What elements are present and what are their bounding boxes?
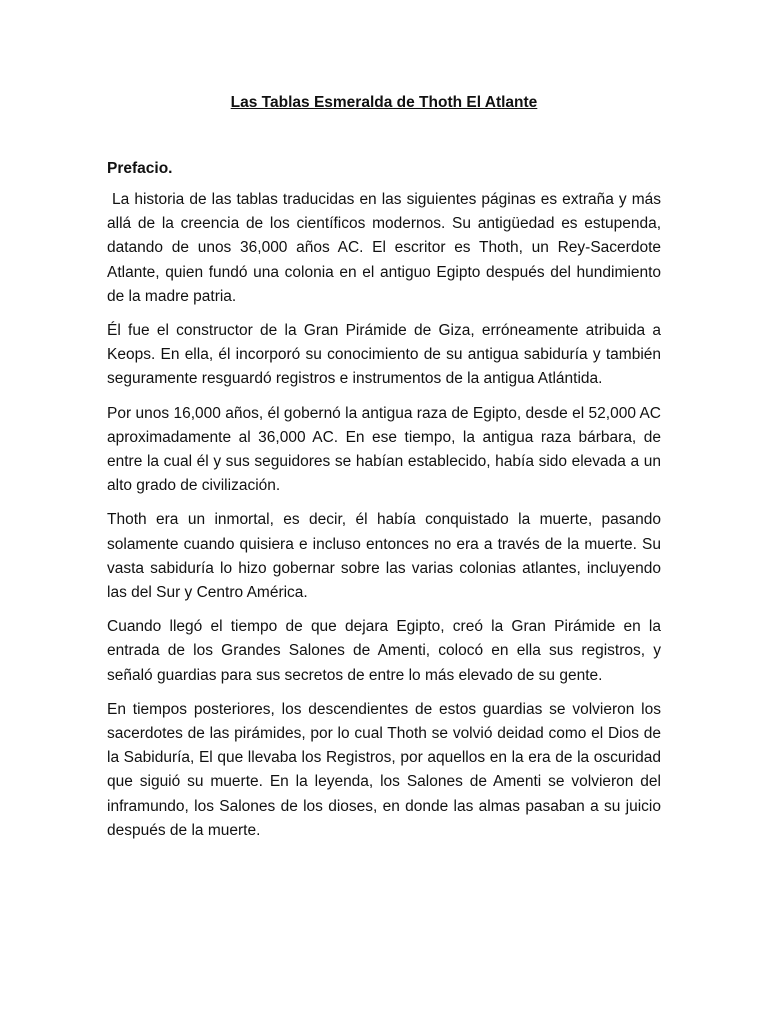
- paragraph-6: En tiempos posteriores, los descendientes de estos guardias se volvieron los sacerdotes de las pirámides, por lo cual Thoth se volvió deidad como el Dios de la Sabiduría, El que llevaba los Registros, por aquellos en la era de la oscuridad que siguió su muerte. En la leyenda, los Salones de Amenti se volvieron del inframundo, los Salones de los dioses, en donde las almas pasaban a su juicio después de la muerte.: [107, 700, 661, 839]
- paragraph-4: Thoth era un inmortal, es decir, él había conquistado la muerte, pasando solamente cuando quisiera e incluso entonces no era a través de la muerte. Su vasta sabiduría lo hizo gobernar sobre las varias colonias atlantes, incluyendo las del Sur y Centro América.: [107, 511, 661, 602]
- section-heading: Prefacio.: [107, 160, 173, 177]
- paragraph-2: Él fue el constructor de la Gran Pirámide de Giza, erróneamente atribuida a Keops. En ella, él incorporó su conocimiento de su antigua sabiduría y también seguramente resguardó registros e instrumentos de la antigua Atlántida.: [107, 322, 661, 388]
- document-title: Las Tablas Esmeralda de Thoth El Atlante: [230, 94, 538, 111]
- document-page: [107, 92, 666, 853]
- paragraph-3: Por unos 16,000 años, él gobernó la antigua raza de Egipto, desde el 52,000 AC aproximadamente al 36,000 AC. En ese tiempo, la antigua raza bárbara, de entre la cual él y sus seguidores se habían establecido, había sido elevada a un alto grado de civilización.: [107, 404, 661, 495]
- paragraph-5: Cuando llegó el tiempo de que dejara Egipto, creó la Gran Pirámide en la entrada de los Grandes Salones de Amenti, colocó en ella sus registros, y señaló guardias para sus secretos de entre lo más elevado de su gente.: [107, 618, 661, 684]
- paragraph-1: La historia de las tablas traducidas en las siguientes páginas es extraña y más allá de la creencia de los científicos modernos. Su antigüedad es estupenda, datando de unos 36,000 años AC. El escritor es Thoth, un Rey-Sacerdote Atlante, quien fundó una colonia en el antiguo Egipto después del hundimiento de la madre patria.: [107, 191, 666, 305]
